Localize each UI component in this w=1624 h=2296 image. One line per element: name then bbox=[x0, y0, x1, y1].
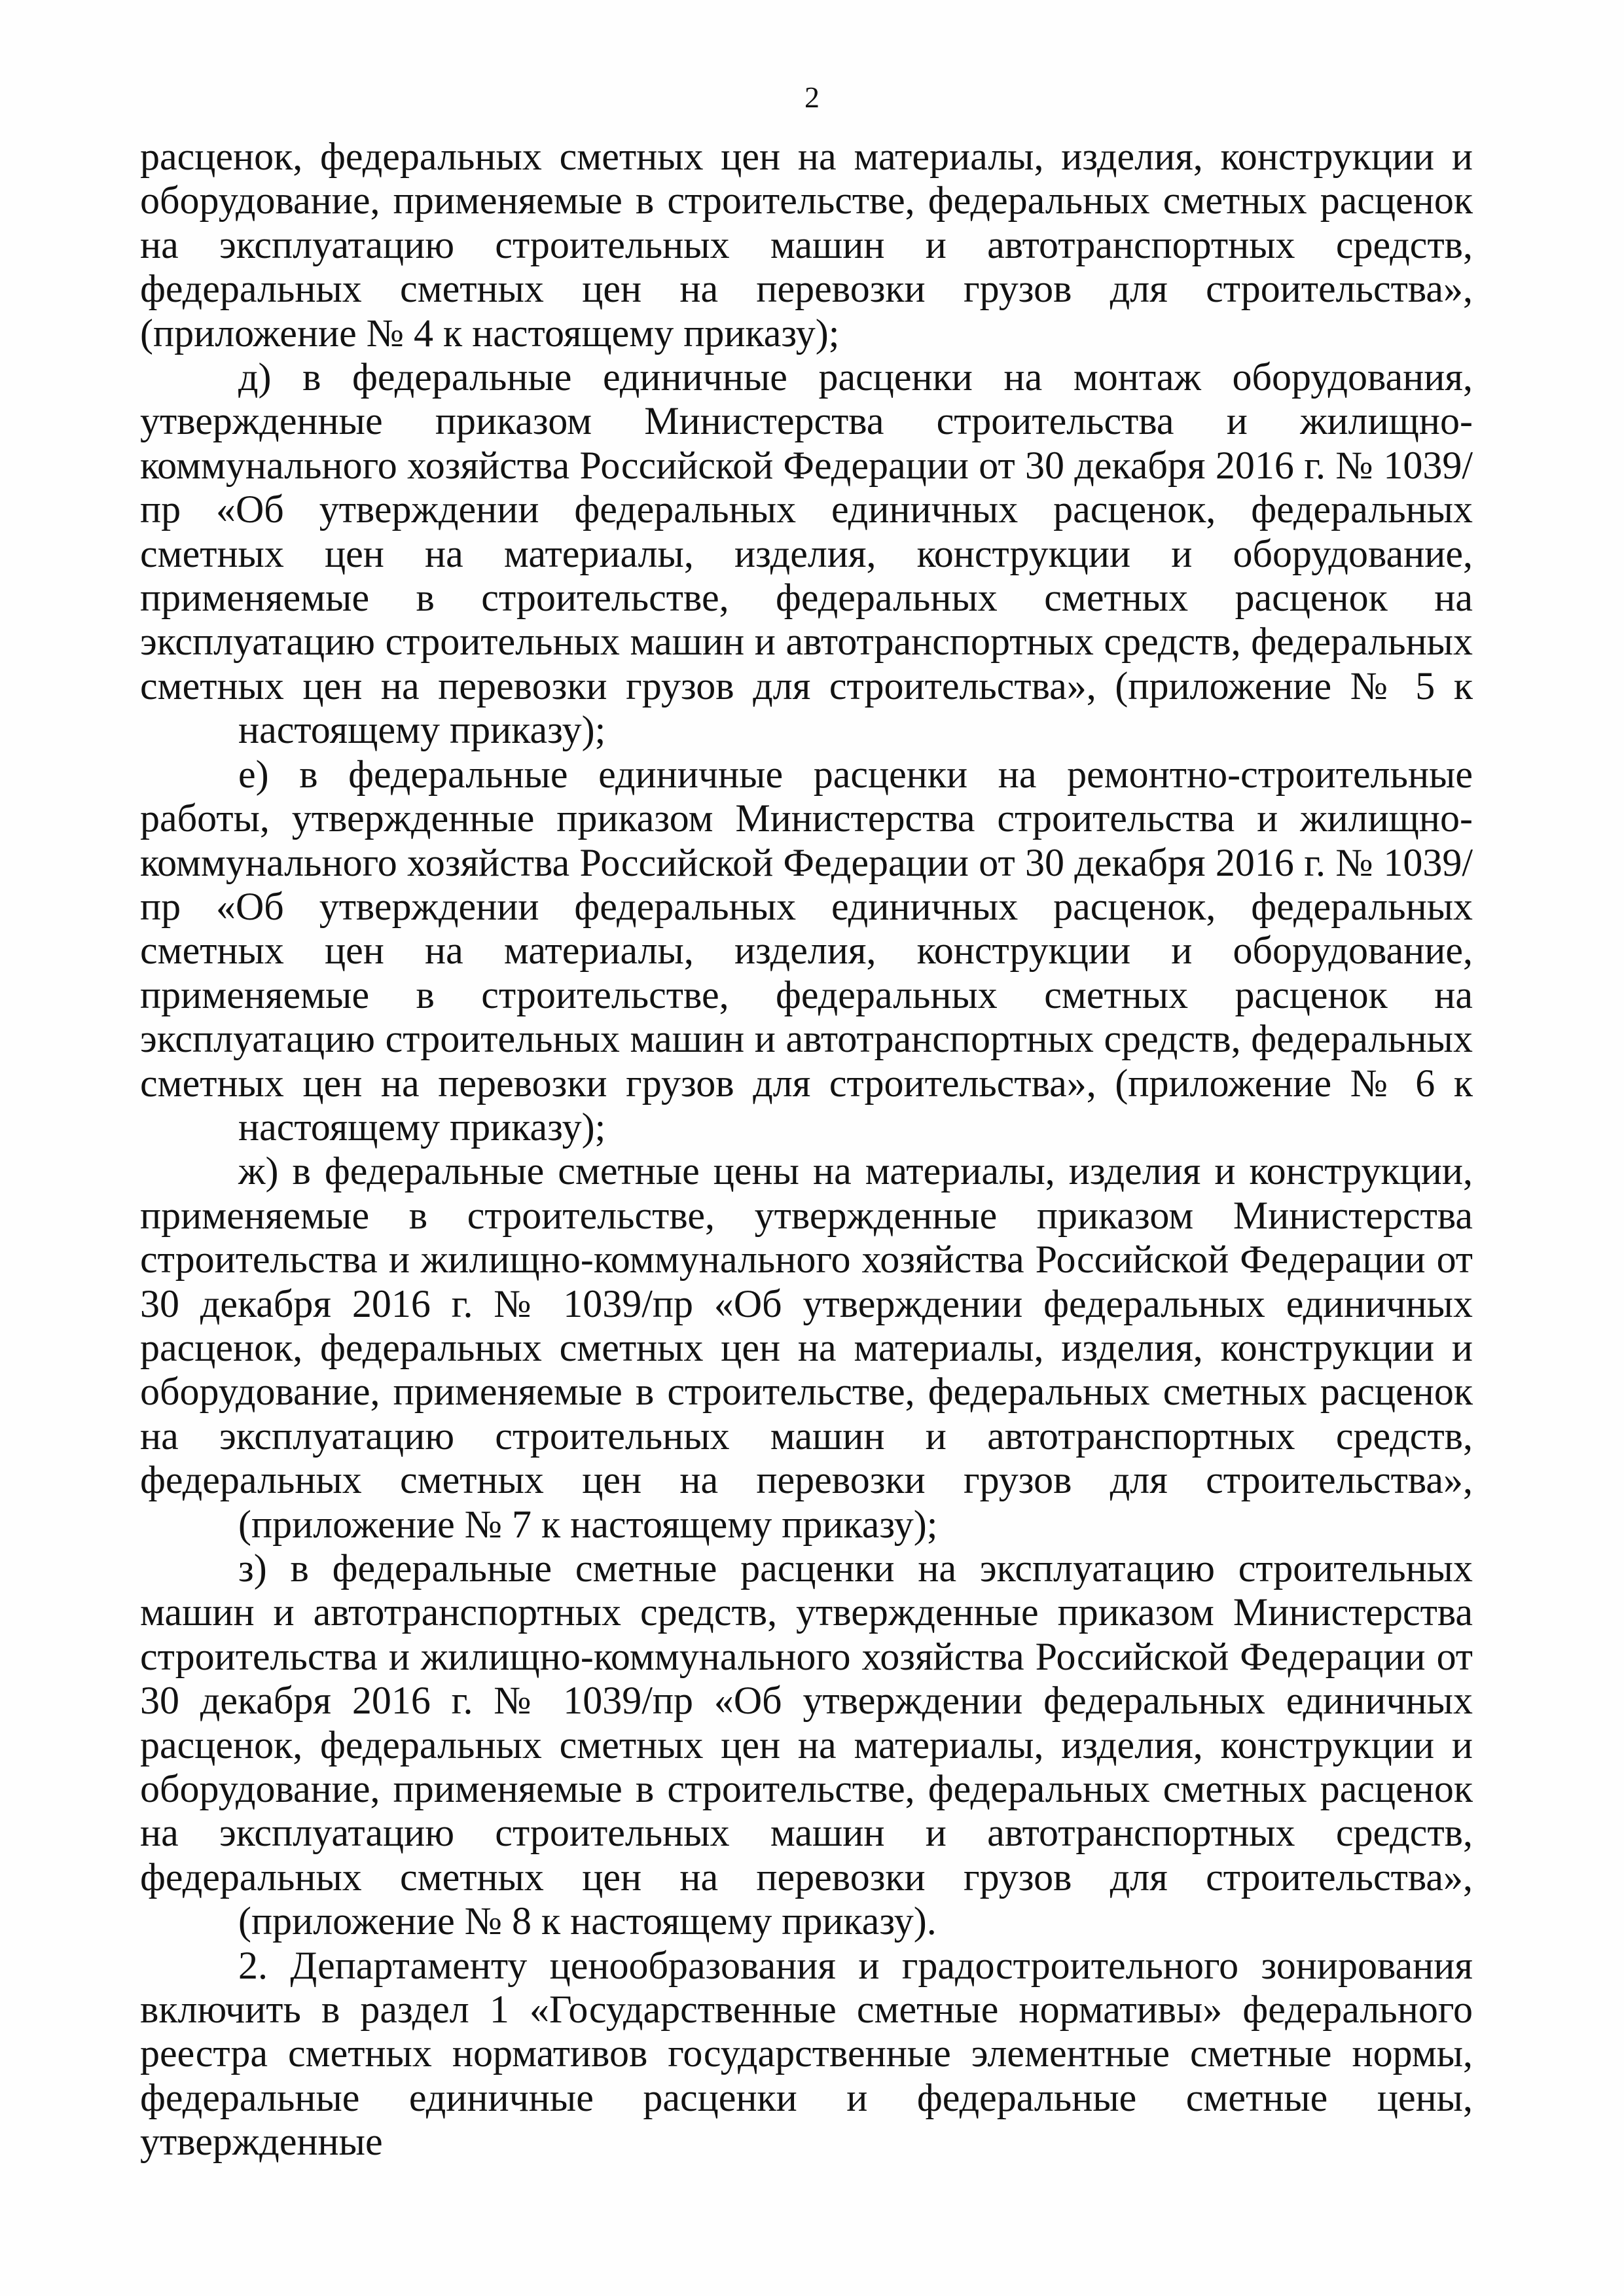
text-line: строительства и жилищно-коммунального хозяйства Российской Федерации bbox=[140, 1634, 1426, 1678]
text-line: коммунального хозяйства Российской Федерации от 30 декабря 2016 г. bbox=[140, 443, 1326, 487]
text-line: расценок, федеральных сметных цен на материалы, изделия, конструкции bbox=[140, 135, 1435, 178]
text-line: от 30 декабря 2016 г. № 1039/пр «Об утверждении федеральных единичных bbox=[140, 1238, 1473, 1325]
paragraph-item-d bbox=[140, 355, 1473, 753]
text-line: № 1039/пр «Об утверждении федеральных единичных расценок, федеральных bbox=[140, 840, 1473, 928]
paragraph-item-2 bbox=[140, 1944, 1473, 2164]
text-line: строительства и жилищно-коммунального хозяйства Российской Федерации bbox=[140, 1238, 1426, 1282]
text-line: от 30 декабря 2016 г. № 1039/пр «Об утверждении федеральных единичных bbox=[140, 1634, 1473, 1723]
text-line: (приложение № 8 к настоящему приказу). bbox=[238, 1899, 937, 1943]
text-line: и оборудование, применяемые в строительстве, федеральных сметных расценок bbox=[140, 135, 1473, 223]
text-line: машин и автотранспортных средств, утвержденные приказом Министерства bbox=[140, 1590, 1473, 1634]
text-line: на эксплуатацию строительных машин и автотранспортных средств, bbox=[140, 1414, 1473, 1458]
paragraph-item-e bbox=[140, 753, 1473, 1150]
text-line: применяемые в строительстве, федеральных сметных расценок на bbox=[140, 973, 1473, 1016]
text-line: утвержденные приказом Министерства строительства и жилищно- bbox=[140, 399, 1473, 443]
text-line: применяемые в строительстве, федеральных сметных расценок на bbox=[140, 576, 1473, 620]
text-line: д) в федеральные единичные расценки на монтаж оборудования, bbox=[238, 355, 1473, 399]
text-line: № 1039/пр «Об утверждении федеральных единичных расценок, федеральных bbox=[140, 443, 1473, 531]
text-line: сметных цен на перевозки грузов для строительства», (приложение № 6 к bbox=[140, 1061, 1473, 1105]
text-line: (приложение № 4 к настоящему приказу); bbox=[140, 311, 840, 355]
text-line: коммунального хозяйства Российской Федерации от 30 декабря 2016 г. bbox=[140, 840, 1326, 884]
text-line: утвержденные приказом Министерства строительства и жилищно- bbox=[291, 797, 1473, 840]
paragraph-continuation bbox=[140, 135, 1473, 355]
text-line: на эксплуатацию строительных машин и автотранспортных средств, bbox=[140, 223, 1473, 266]
text-line: на эксплуатацию строительных машин и автотранспортных средств, bbox=[140, 1811, 1473, 1855]
text-line: оборудование, применяемые в строительстве, федеральных сметных расценок bbox=[140, 1370, 1473, 1414]
document-body bbox=[140, 135, 1473, 2164]
text-line: федеральных сметных цен на перевозки грузов для строительства», bbox=[140, 1855, 1473, 1899]
text-line: оборудование, применяемые в строительстве, федеральных сметных расценок bbox=[140, 1767, 1473, 1811]
text-line: включить в раздел 1 «Государственные сметные нормативы» федерального bbox=[140, 1988, 1473, 2032]
page-number: 2 bbox=[804, 81, 820, 114]
text-line: федеральных сметных цен на перевозки грузов для строительства», bbox=[140, 1458, 1473, 1502]
text-line: сметных цен на перевозки грузов для строительства», (приложение № 5 к bbox=[140, 664, 1473, 708]
text-line: 2. Департаменту ценообразования и градостроительного зонирования bbox=[238, 1943, 1473, 1987]
text-line: е) в федеральные единичные расценки на ремонтно-строительные работы, bbox=[140, 752, 1473, 840]
text-line: (приложение № 7 к настоящему приказу); bbox=[238, 1502, 938, 1546]
text-line: ж) в федеральные сметные цены на материалы, изделия и конструкции, bbox=[238, 1149, 1473, 1193]
text-line: расценок, федеральных сметных цен на материалы, изделия, конструкции и bbox=[140, 1325, 1473, 1369]
text-line: настоящему приказу); bbox=[238, 708, 606, 752]
paragraph-item-z bbox=[140, 1547, 1473, 1944]
text-line: эксплуатацию строительных машин и автотранспортных средств, федеральных bbox=[140, 1017, 1473, 1061]
paragraph-item-zh bbox=[140, 1149, 1473, 1547]
text-line: эксплуатацию строительных машин и автотранспортных средств, федеральных bbox=[140, 620, 1473, 664]
text-line: расценок, федеральных сметных цен на материалы, изделия, конструкции и bbox=[140, 1723, 1473, 1767]
text-line: федеральные единичные расценки и федеральные сметные цены, утвержденные bbox=[140, 2075, 1473, 2164]
text-line: сметных цен на материалы, изделия, конструкции и оборудование, bbox=[140, 531, 1473, 575]
text-line: настоящему приказу); bbox=[238, 1105, 606, 1149]
text-line: з) в федеральные сметные расценки на эксплуатацию строительных bbox=[238, 1547, 1473, 1590]
text-line: реестра сметных нормативов государственные элементные сметные нормы, bbox=[140, 2032, 1473, 2075]
text-line: сметных цен на материалы, изделия, конструкции и оборудование, bbox=[140, 929, 1473, 973]
text-line: применяемые в строительстве, утвержденные приказом Министерства bbox=[140, 1193, 1473, 1237]
text-line: федеральных сметных цен на перевозки грузов для строительства», bbox=[140, 267, 1473, 311]
